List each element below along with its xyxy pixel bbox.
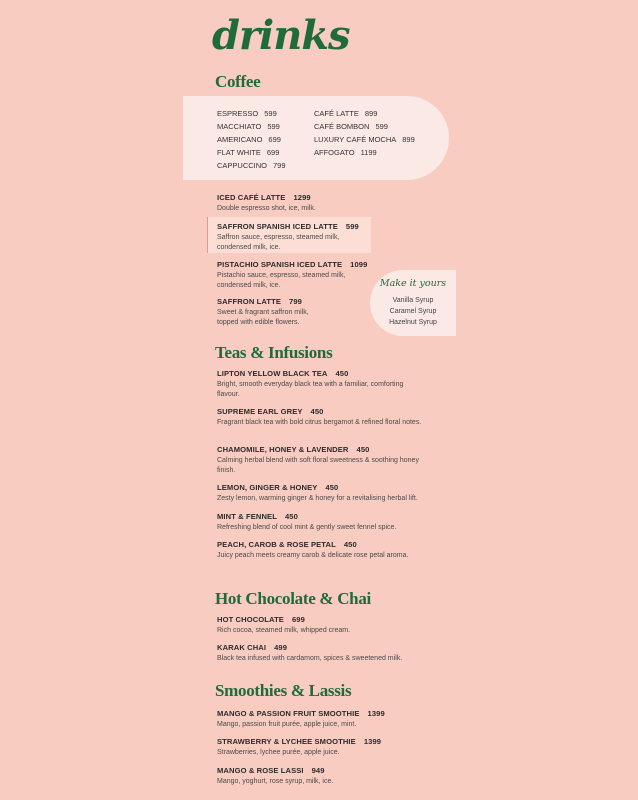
menu-item: KARAK CHAI 499 Black tea infused with cardamom, spices & sweetened milk.	[217, 643, 403, 662]
syrup-title: Make it yours	[379, 278, 447, 289]
coffee-item: FLAT WHITE 699	[217, 148, 280, 157]
menu-item: ICED CAFÉ LATTE 1299 Double espresso shot, ice, milk.	[217, 193, 316, 212]
menu-item: SUPREME EARL GREY 450 Fragrant black tea with bold citrus bergamot & refined floral notes.	[217, 407, 422, 426]
coffee-item: LUXURY CAFÉ MOCHA 899	[314, 135, 415, 144]
section-heading-smoothies: Smoothies & Lassis	[215, 681, 352, 700]
coffee-item: CAFÉ LATTE 899	[314, 109, 378, 118]
coffee-item: AFFOGATO 1199	[314, 148, 377, 157]
menu-item: PEACH, CAROB & ROSE PETAL 450 Juicy peach meets creamy carob & delicate rose petal aroma.	[217, 540, 409, 559]
syrup-item: Hazelnut Syrup	[389, 319, 437, 326]
menu-item: MANGO & PASSION FRUIT SMOOTHIE 1399 Mango, passion fruit purée, apple juice, mint.	[217, 709, 385, 728]
coffee-item: ESPRESSO 599	[217, 109, 277, 118]
menu-item: LIPTON YELLOW BLACK TEA 450 Bright, smooth everyday black tea with a familiar, comforting flavour.	[217, 369, 404, 398]
coffee-item: MACCHIATO 599	[217, 122, 280, 131]
coffee-classic-card	[183, 96, 449, 180]
menu-item: STRAWBERRY & LYCHEE SMOOTHIE 1399 Strawberries, lychee purée, apple juice.	[217, 737, 382, 756]
syrup-options-card	[370, 270, 456, 336]
menu-item: MANGO & ROSE LASSI 949 Mango, yoghurt, rose syrup, milk, ice.	[217, 766, 334, 785]
syrup-item: Vanilla Syrup	[392, 297, 434, 304]
section-heading-hot: Hot Chocolate & Chai	[215, 589, 371, 608]
menu-item: CHAMOMILE, HONEY & LAVENDER 450 Calming herbal blend with soft floral sweetness & soothing honey finish.	[217, 445, 419, 474]
section-heading-coffee: Coffee	[215, 72, 261, 91]
menu-item: LEMON, GINGER & HONEY 450 Zesty lemon, warming ginger & honey for a revitalising herbal lift.	[217, 483, 418, 502]
coffee-item: AMERICANO 699	[217, 135, 281, 144]
coffee-item: CAPPUCCINO 799	[217, 161, 286, 170]
section-heading-teas: Teas & Infusions	[215, 343, 333, 362]
syrup-item: Caramel Syrup	[389, 308, 437, 315]
menu-item: MINT & FENNEL 450 Refreshing blend of cool mint & gently sweet fennel spice.	[217, 512, 397, 531]
menu-item: HOT CHOCOLATE 699 Rich cocoa, steamed milk, whipped cream.	[217, 615, 351, 634]
menu-title: drinks	[212, 12, 350, 59]
coffee-left-column	[217, 107, 286, 172]
syrup-list	[370, 295, 456, 328]
menu-item: SAFFRON LATTE 799 Sweet & fragrant saffron milk, topped with edible flowers.	[217, 297, 309, 326]
coffee-right-column	[314, 107, 415, 159]
menu-item-featured: SAFFRON SPANISH ICED LATTE 599 Saffron sauce, espresso, steamed milk, condensed milk, ice.	[217, 222, 359, 251]
coffee-item: CAFÉ BOMBON 599	[314, 122, 388, 131]
menu-item: PISTACHIO SPANISH ICED LATTE 1099 Pistachio sauce, espresso, steamed milk, condensed milk, ice.	[217, 260, 368, 289]
